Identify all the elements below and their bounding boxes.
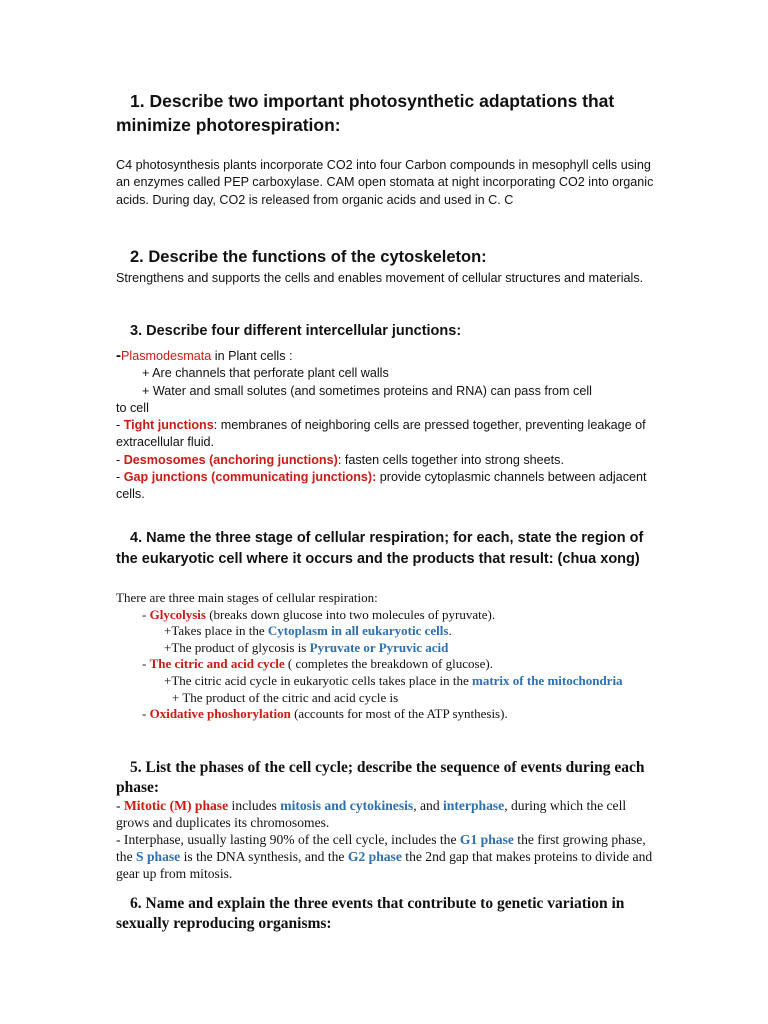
term-glycolysis: Glycolysis [149, 606, 206, 622]
bullet-dash: - [142, 606, 150, 622]
plasmodesmata-point-2-cont: to cell [116, 400, 149, 415]
stage-glycolysis [116, 607, 656, 624]
question-number: 4. [130, 530, 143, 546]
question-6-heading [116, 894, 656, 934]
glycolysis-product [116, 640, 656, 657]
text-fragment: is the DNA synthesis, and the [180, 849, 348, 864]
bullet-dash: - [142, 656, 150, 672]
answer-5 [116, 797, 656, 882]
text-fragment: , during which the cell grows and duplicates its chromosomes. [116, 798, 627, 830]
text-fragment: the first growing phase, the [116, 832, 646, 864]
question-title: Describe four different intercellular junctions: [146, 323, 462, 339]
location-cytoplasm: Cytoplasm in all eukaryotic cells [267, 623, 449, 639]
term-gap-junctions: Gap junctions (communicating junctions): [123, 470, 377, 485]
plasmodesmata-point-1: + Are channels that perforate plant cell walls [142, 366, 389, 381]
text-fragment: includes [228, 798, 281, 813]
answer-1: C4 photosynthesis plants incorporate CO2 into four Carbon compounds in mesophyll cells using an enzymes called PEP carboxylase. CAM open stomata at night incorporating CO2 into organic acids. During day, CO2 is released from organic acids and used in C. C [116, 158, 654, 207]
question-2-heading [116, 246, 656, 268]
stage-oxidative-phosphorylation [116, 706, 656, 723]
question-title: Describe the functions of the cytoskeleton: [148, 248, 487, 266]
location-mitochondria: matrix of the mitochondria [472, 672, 623, 688]
product-prefix: +The product of glycosis is [164, 639, 310, 655]
product-pyruvate: Pyruvate or Pyruvic acid [309, 639, 449, 655]
term-g2-phase: G2 phase [347, 849, 402, 864]
location-suffix: . [448, 623, 452, 639]
question-4-heading [116, 528, 656, 570]
cell-cycle-phases [116, 797, 656, 831]
answer-4 [116, 590, 656, 723]
junction-plasmodesmata [116, 347, 656, 365]
question-1-heading [116, 89, 656, 137]
respiration-intro: There are three main stages of cellular respiration: [116, 590, 378, 605]
question-title: Describe two important photosynthetic adaptations that minimize photorespiration: [116, 91, 615, 135]
term-plasmodesmata: Plasmodesmata [121, 349, 212, 363]
question-5-heading [116, 758, 656, 798]
junction-gap [116, 469, 656, 504]
bullet-dash: - [116, 452, 124, 467]
question-number: 5. [130, 759, 142, 776]
bullet-dash: - [116, 347, 121, 364]
term-mitotic-phase: Mitotic (M) phase [123, 798, 229, 813]
question-number: 2. [130, 248, 144, 266]
question-title: Name and explain the three events that contribute to genetic variation in sexually reproducing organisms: [116, 895, 625, 932]
term-g1-phase: G1 phase [459, 832, 514, 847]
stage-desc: ( completes the breakdown of glucose). [284, 656, 493, 672]
stage-citric-acid-cycle [116, 656, 656, 673]
question-title: List the phases of the cell cycle; describe the sequence of events during each phase: [116, 759, 645, 796]
answer-2: Strengthens and supports the cells and enables movement of cellular structures and materials. [116, 271, 644, 285]
citric-product: + The product of the citric and acid cycle is [172, 689, 399, 705]
junction-desmosomes [116, 452, 656, 469]
term-mitosis-cytokinesis: mitosis and cytokinesis [280, 798, 414, 813]
question-title: Name the three stage of cellular respiration; for each, state the region of the eukaryotic cell where it occurs and the products that result: (chua xong) [116, 530, 644, 567]
bullet-dash: - [116, 418, 124, 433]
text-fragment: the 2nd gap that makes proteins to divide and gear up from mitosis. [116, 849, 653, 881]
term-interphase: interphase [443, 798, 505, 813]
location-prefix: +Takes place in the [164, 623, 268, 639]
junction-desc: : membranes of neighboring cells are pressed together, preventing leakage of extracellular fluid. [116, 418, 646, 450]
question-3-heading [116, 321, 656, 341]
term-s-phase: S phase [136, 849, 181, 864]
question-number: 1. [130, 91, 145, 111]
text-fragment: , and [413, 798, 444, 813]
term-citric-acid-cycle: The citric and acid cycle [149, 656, 285, 672]
stage-desc: (breaks down glucose into two molecules of pyruvate). [205, 606, 496, 622]
location-prefix: +The citric acid cycle in eukaryotic cells takes place in the [164, 672, 472, 688]
plasmodesmata-point-2: + Water and small solutes (and sometimes proteins and RNA) can pass from cell [142, 383, 592, 398]
junction-desc: in Plant cells : [211, 349, 293, 363]
bullet-dash: - [116, 798, 124, 813]
answer-3 [116, 347, 656, 504]
citric-location [116, 673, 656, 690]
junction-desc: provide cytoplasmic channels between adjacent cells. [116, 470, 647, 502]
interphase-description [116, 831, 656, 882]
question-number: 3. [130, 323, 143, 339]
bullet-dash: - [142, 706, 150, 722]
term-tight-junctions: Tight junctions [123, 418, 214, 433]
glycolysis-location [116, 623, 656, 640]
text-fragment: - Interphase, usually lasting 90% of the cell cycle, includes the [116, 832, 460, 847]
term-oxidative-phosphorylation: Oxidative phoshorylation [149, 706, 291, 722]
junction-desc: : fasten cells together into strong sheets. [337, 452, 564, 467]
term-desmosomes: Desmosomes (anchoring junctions) [123, 452, 338, 467]
bullet-dash: - [116, 470, 124, 485]
stage-desc: (accounts for most of the ATP synthesis). [290, 706, 508, 722]
question-number: 6. [130, 895, 142, 912]
junction-tight [116, 417, 656, 452]
